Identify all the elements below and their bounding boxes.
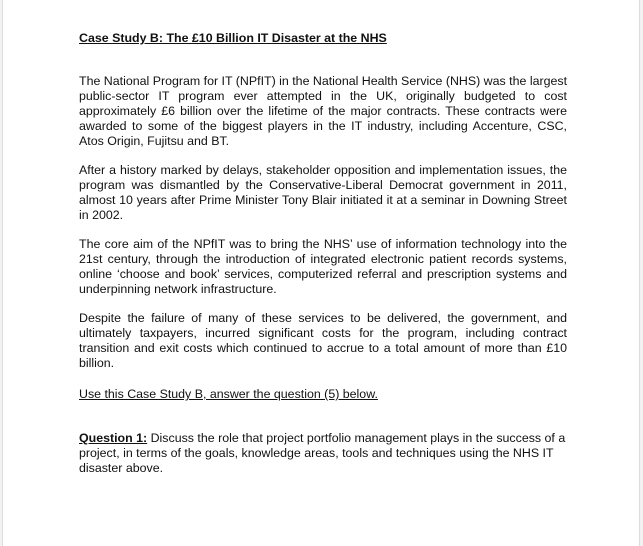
document-content xyxy=(79,30,567,476)
paragraph-4: Despite the failure of many of these services to be delivered, the government, and ultimately taxpayers, incurred significant costs for the program, including contract transition and exit costs which continued to accrue to a total amount of more than £10 billion. xyxy=(79,311,567,370)
paragraph-2: After a history marked by delays, stakeholder opposition and implementation issues, the program was dismantled by the Conservative-Liberal Democrat government in 2011, almost 10 years after Prime Minister Tony Blair initiated it at a seminar in Downing Street in 2002. xyxy=(79,163,567,222)
document-page xyxy=(2,0,640,546)
instruction-text: Use this Case Study B, answer the question (5) below. xyxy=(79,387,378,401)
paragraph-3: The core aim of the NPfIT was to bring the NHS’ use of information technology into the 21st century, through the introduction of integrated electronic patient records systems, online ‘choose and book’ services, computerized referral and prescription systems and underpinning network infrastructure. xyxy=(79,237,567,296)
question-text: Discuss the role that project portfolio management plays in the success of a project, in terms of the goals, knowledge areas, tools and techniques using the NHS IT disaster above. xyxy=(79,431,566,475)
case-study-title: Case Study B: The £10 Billion IT Disaster at the NHS xyxy=(79,31,387,45)
paragraph-1: The National Program for IT (NPfIT) in the National Health Service (NHS) was the largest public-sector IT program ever attempted in the UK, originally budgeted to cost approximately £6 billion over the lifetime of the major contracts. These contracts were awarded to some of the biggest players in the IT industry, including Accenture, CSC, Atos Origin, Fujitsu and BT. xyxy=(79,74,568,148)
question-label: Question 1: xyxy=(79,431,148,445)
question-1 xyxy=(79,431,567,476)
